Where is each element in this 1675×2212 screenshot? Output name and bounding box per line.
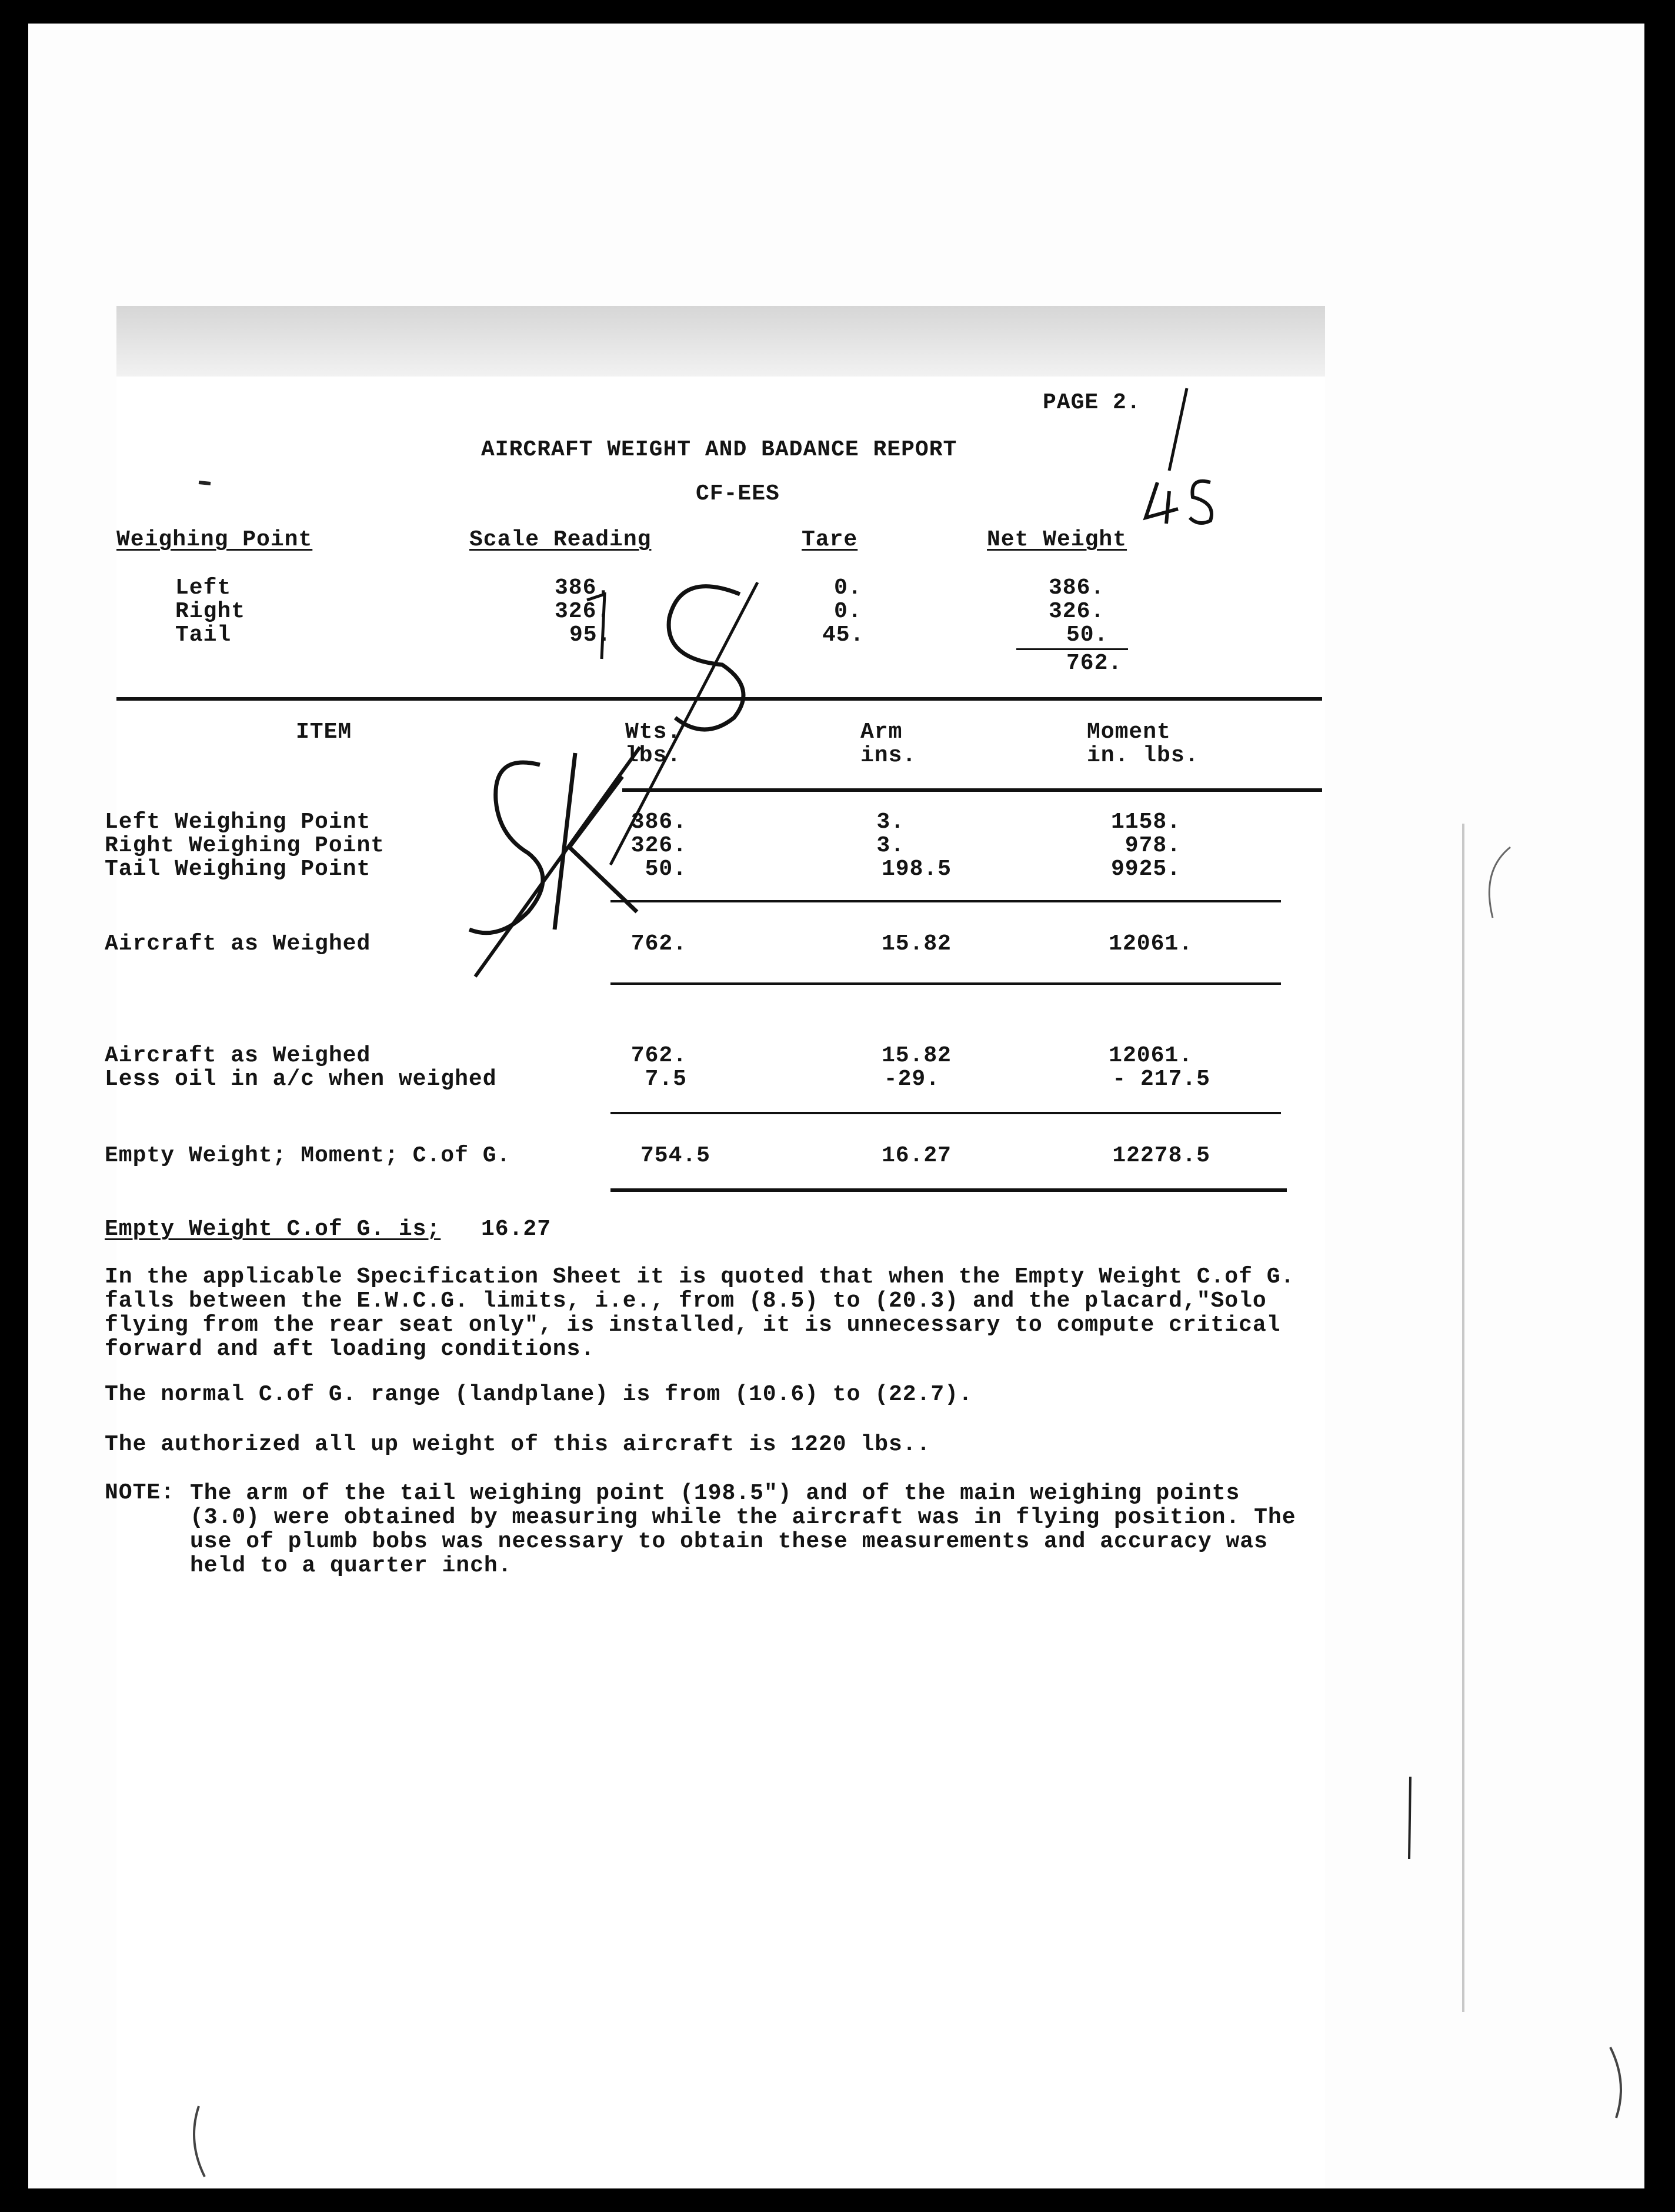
weigh-row-point: Tail	[175, 622, 232, 648]
adjust-weight: 7.5	[645, 1067, 687, 1092]
adjust-moment: - 217.5	[1112, 1067, 1210, 1092]
weigh-row-scale: 95.	[569, 622, 612, 648]
header-tare: Tare	[802, 527, 858, 552]
adjust-moment: 12061.	[1109, 1043, 1193, 1068]
net-weight-total: 762.	[1066, 651, 1123, 676]
as-weighed-moment: 12061.	[1109, 931, 1193, 957]
weigh-row-scale: 386.	[555, 575, 611, 601]
header-weight-unit: lbs.	[625, 743, 682, 768]
empty-weight-moment: 12278.5	[1112, 1143, 1210, 1168]
item-arm: 198.5	[881, 857, 952, 882]
item-label: Tail Weighing Point	[105, 857, 371, 882]
header-weight: Wts.	[625, 719, 682, 745]
header-moment: Moment	[1087, 719, 1171, 745]
item-moment: 1158.	[1110, 809, 1181, 835]
weigh-row-point: Right	[175, 599, 246, 624]
item-weight: 386.	[630, 809, 687, 835]
empty-weight-label: Empty Weight; Moment; C.of G.	[105, 1143, 511, 1168]
weigh-row-tare: 0.	[834, 575, 862, 601]
header-item: ITEM	[296, 719, 352, 745]
page-label: PAGE 2.	[1043, 390, 1141, 415]
cg-value: 16.27	[481, 1217, 552, 1242]
cg-label: Empty Weight C.of G. is;	[105, 1217, 441, 1242]
weigh-row-net: 50.	[1066, 622, 1109, 648]
weigh-row-net: 386.	[1049, 575, 1105, 601]
header-arm: Arm	[860, 719, 903, 745]
adjust-label: Aircraft as Weighed	[105, 1043, 371, 1068]
item-label: Right Weighing Point	[105, 833, 385, 858]
empty-weight-arm: 16.27	[881, 1143, 952, 1168]
weigh-row-tare: 0.	[834, 599, 862, 624]
adjust-label: Less oil in a/c when weighed	[105, 1067, 497, 1092]
adjust-arm: 15.82	[881, 1043, 952, 1068]
weigh-row-net: 326.	[1049, 599, 1105, 624]
scanned-page	[28, 24, 1644, 2188]
weigh-row-point: Left	[175, 575, 232, 601]
adjust-arm: -29.	[883, 1067, 940, 1092]
as-weighed-arm: 15.82	[881, 931, 952, 957]
weigh-row-scale: 326.	[555, 599, 611, 624]
item-weight: 326.	[630, 833, 687, 858]
item-moment: 978.	[1125, 833, 1181, 858]
item-weight: 50.	[645, 857, 687, 882]
report-title: AIRCRAFT WEIGHT AND BADANCE REPORT	[481, 437, 957, 462]
item-arm: 3.	[876, 809, 905, 835]
registration: CF-EES	[696, 481, 780, 507]
note-paragraph: The arm of the tail weighing point (198.5") and of the main weighing points (3.0) were obtained by measuring while the aircraft was in flying position. The use of plumb bobs was necessary to obtain these measurements and accuracy was held to a quarter inch.	[190, 1481, 1296, 1578]
header-net-weight: Net Weight	[987, 527, 1127, 552]
as-weighed-label: Aircraft as Weighed	[105, 931, 371, 957]
header-moment-unit: in. lbs.	[1087, 743, 1199, 768]
item-moment: 9925.	[1110, 857, 1181, 882]
item-arm: 3.	[876, 833, 905, 858]
header-arm-unit: ins.	[860, 743, 917, 768]
header-scale-reading: Scale Reading	[469, 527, 652, 552]
header-weighing-point: Weighing Point	[116, 527, 313, 552]
note-label: NOTE:	[105, 1480, 175, 1505]
cg-range-paragraph: The normal C.of G. range (landplane) is from (10.6) to (22.7).	[105, 1382, 973, 1407]
scan-marks	[28, 24, 1644, 2188]
empty-weight-weight: 754.5	[640, 1143, 710, 1168]
spec-paragraph: In the applicable Specification Sheet it is quoted that when the Empty Weight C.of G. falls between the E.W.C.G. limits, i.e., from (8.5) to (20.3) and the placard,"Solo flying from the rear seat only", is installed, it is unnecessary to compute critical forward and aft loading conditions.	[105, 1264, 1295, 1362]
adjust-weight: 762.	[630, 1043, 687, 1068]
auw-paragraph: The authorized all up weight of this aircraft is 1220 lbs..	[105, 1432, 931, 1457]
as-weighed-weight: 762.	[630, 931, 687, 957]
item-label: Left Weighing Point	[105, 809, 371, 835]
weigh-row-tare: 45.	[822, 622, 865, 648]
